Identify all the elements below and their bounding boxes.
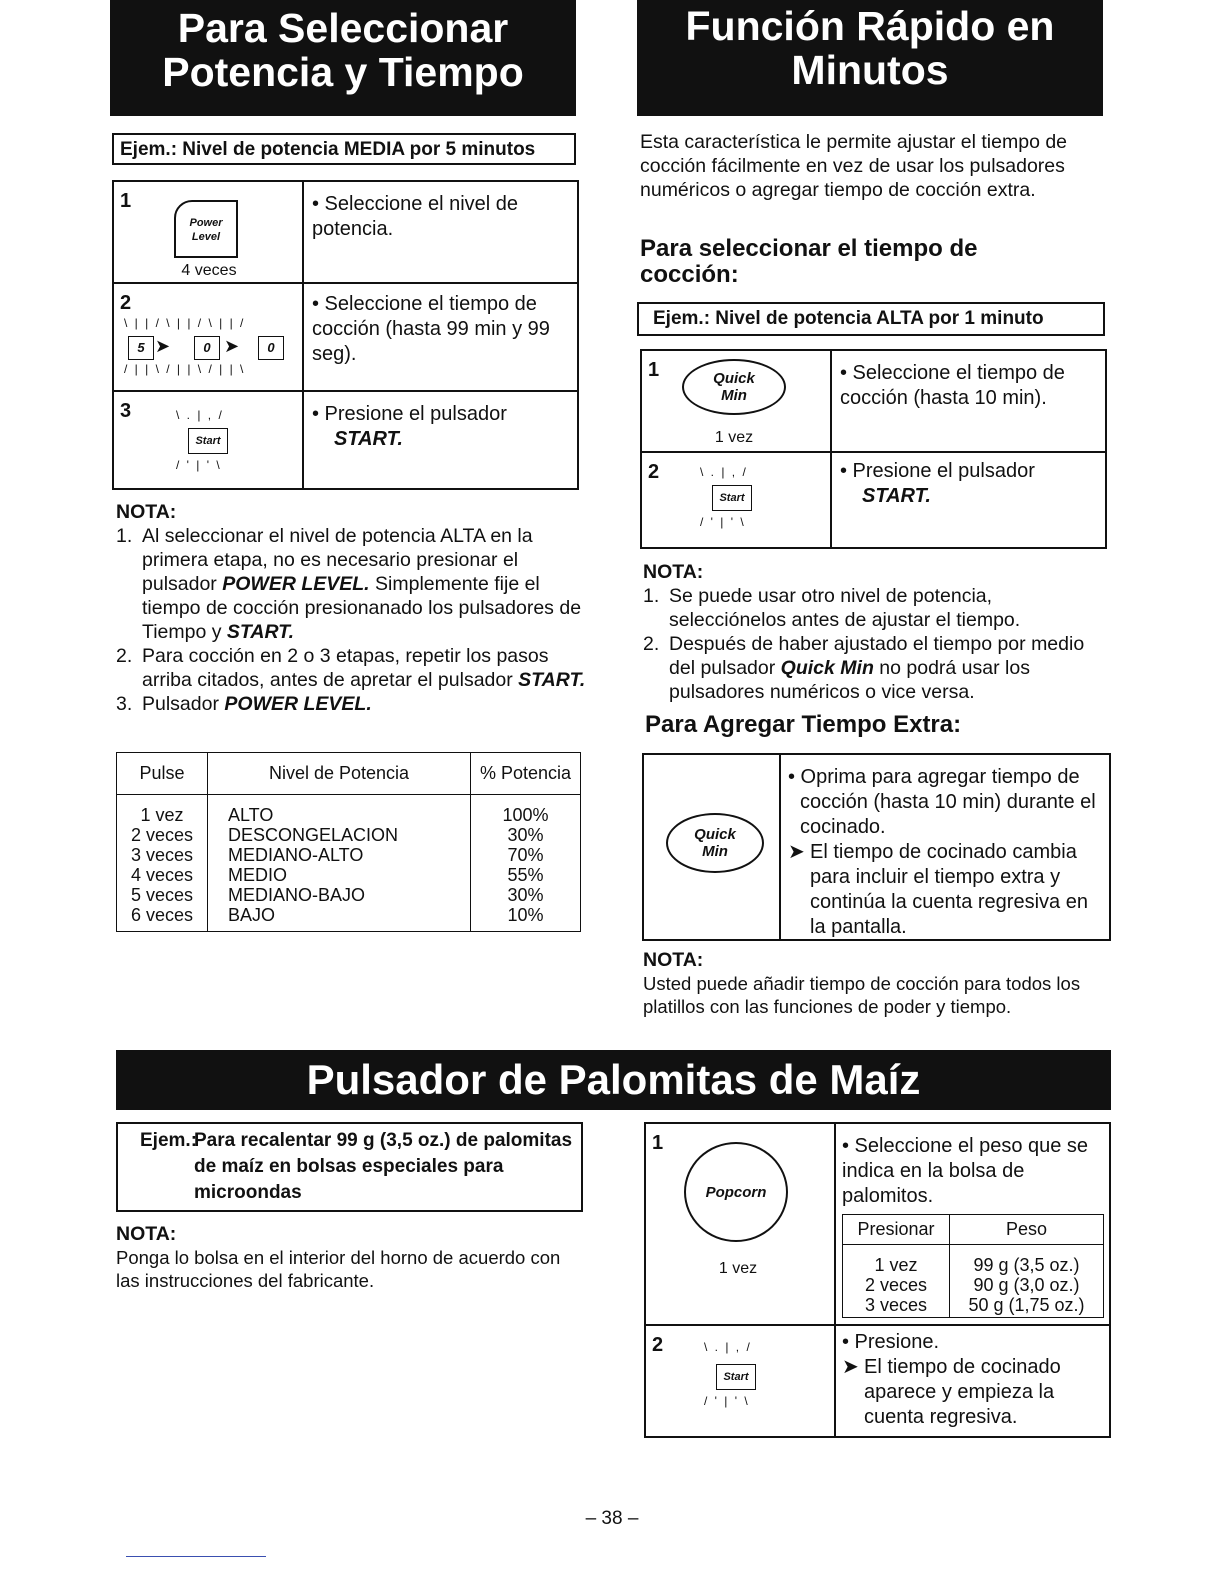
step-row — [642, 453, 1105, 551]
step-row — [114, 284, 577, 392]
percent-column: 100% 30% 70% 55% 30% 10% — [471, 795, 581, 932]
right-nota-2 — [643, 948, 1113, 1018]
popcorn-notes — [116, 1222, 586, 1292]
right-section-title — [637, 0, 1103, 116]
step-text: • Seleccione el peso que se indica en la bolsa de palomitos. — [842, 1135, 1089, 1207]
right-steps-table — [640, 349, 1107, 549]
note-item: 2. Para cocción en 2 o 3 etapas, repetir los pasos arriba citados, antes de apretar el pulsador START. — [116, 645, 586, 691]
popcorn-key-icon: Popcorn — [684, 1142, 788, 1242]
arrow-icon: ➤ — [788, 841, 805, 863]
right-example-box — [637, 302, 1105, 336]
note-item: 2. Después de haber ajustado el tiempo por medio del pulsador Quick Min no podrá usar los pulsadores numéricos o vice versa. — [643, 633, 1085, 703]
step-text — [312, 402, 574, 452]
step-number: 1 — [120, 190, 132, 212]
step-text: • Presione el pulsador START. — [840, 460, 1035, 507]
step-row — [646, 1124, 1109, 1326]
quick-min-key-icon: Quick Min — [666, 813, 764, 873]
title-line-1: Para Seleccionar — [177, 5, 509, 51]
right-notes — [643, 560, 1113, 704]
blink-rays-icon: \ . | , / — [700, 465, 748, 479]
nota-label: NOTA: — [643, 561, 704, 583]
step-row — [642, 351, 1105, 453]
note-item: 1. Al seleccionar el nivel de potencia ALTA en la primera etapa, no es necesario presionar el pulsador POWER LEVEL. Simplemente fije el tiempo de cocción presionanado los pulsadores de Tiempo y START. — [116, 525, 582, 643]
step-number: 3 — [120, 400, 132, 422]
nota-label: NOTA: — [116, 501, 177, 523]
example-text: Ejem.: Nivel de potencia MEDIA por 5 minutos — [120, 139, 536, 160]
step-text-prefix: • Presione el pulsador — [312, 403, 507, 425]
example-prefix: Ejem.: — [140, 1130, 198, 1151]
left-steps-table — [112, 180, 579, 490]
step-text: • Seleccione el nivel de potencia. — [312, 193, 519, 240]
press-count: 1 vez — [718, 1260, 758, 1277]
table-header: Presionar — [843, 1215, 950, 1245]
start-key-icon: Start — [716, 1364, 756, 1390]
quick-min-key-icon: Quick Min — [682, 359, 786, 415]
blink-rays-icon: \ | | / \ | | / \ | | / — [124, 316, 246, 330]
number-key-0: 0 — [258, 336, 284, 360]
extra-time-table — [642, 753, 1111, 941]
arrow-icon: ➤ — [842, 1356, 859, 1378]
popcorn-weight-table — [842, 1214, 1104, 1318]
nota-text: Ponga lo bolsa en el interior del horno de acuerdo con las instrucciones del fabricante. — [116, 1247, 561, 1291]
note-item: 1. Se puede usar otro nivel de potencia, selecciónelos antes de ajustar el tiempo. — [643, 585, 1021, 631]
table-header: Peso — [950, 1215, 1104, 1245]
subheading-select-time: Para seleccionar el tiempo de cocción: — [640, 235, 978, 288]
left-example-box — [112, 133, 576, 165]
step-text: • Seleccione el tiempo de cocción (hasta 10 min). — [840, 362, 1065, 409]
step-number: 1 — [648, 359, 660, 381]
note-item: 3. Pulsador POWER LEVEL. — [116, 693, 372, 715]
step-number: 1 — [652, 1132, 664, 1154]
popcorn-section-title — [116, 1050, 1111, 1110]
step-text-em: START. — [334, 428, 403, 450]
arrow-icon: ➤ — [155, 336, 171, 356]
number-key-5: 5 — [128, 336, 154, 360]
nota-label: NOTA: — [116, 1223, 177, 1245]
pulse-column: 1 vez 2 veces 3 veces 4 veces 5 veces 6 veces — [117, 795, 208, 932]
step-row — [646, 1326, 1109, 1440]
step-number: 2 — [120, 292, 132, 314]
blink-rays-icon: / ' | ' \ — [176, 458, 222, 472]
blink-rays-icon: \ . | , / — [704, 1340, 752, 1354]
table-header: Pulse — [117, 753, 208, 795]
extra-time-text: • Oprima para agregar tiempo de cocción (hasta 10 min) durante el cocinado. ➤ El tiempo de cocinado cambia para incluir el tiempo extra y continúa la cuenta regresiva en la pantalla. — [788, 766, 1096, 938]
intro-paragraph: Esta característica le permite ajustar el tiempo de cocción fácilmente en vez de usar los pulsadores numéricos o agregar tiempo de cocción extra. — [640, 131, 1068, 201]
step-number: 2 — [652, 1334, 664, 1356]
press-count: 4 veces — [181, 262, 237, 279]
step-row — [114, 182, 577, 284]
left-notes — [116, 500, 586, 716]
press-column: 1 vez 2 veces 3 veces — [843, 1245, 950, 1318]
blink-rays-icon: / ' | ' \ — [704, 1394, 750, 1408]
blink-rays-icon: / ' | ' \ — [700, 515, 746, 529]
popcorn-example-box — [116, 1122, 583, 1212]
power-level-table — [116, 752, 581, 932]
table-header: Nivel de Potencia — [208, 753, 471, 795]
nota-text: Usted puede añadir tiempo de cocción para todos los platillos con las funciones de poder y tiempo. — [643, 973, 1081, 1017]
page-number: – 38 – — [585, 1508, 639, 1529]
step-text: • Seleccione el tiempo de cocción (hasta 99 min y 99 seg). — [312, 293, 550, 365]
number-key-0: 0 — [194, 336, 220, 360]
power-level-key-icon — [174, 200, 238, 258]
key-label: Level — [191, 231, 221, 243]
title-line-2: Minutos — [791, 47, 949, 93]
nota-label: NOTA: — [643, 949, 704, 971]
weight-column: 99 g (3,5 oz.) 90 g (3,0 oz.) 50 g (1,75 oz.) — [950, 1245, 1104, 1318]
example-text: Para recalentar 99 g (3,5 oz.) de palomitas de maíz en bolsas especiales para microondas — [194, 1130, 573, 1203]
key-label: Power — [189, 217, 223, 229]
blink-rays-icon: \ . | , / — [176, 408, 224, 422]
level-column: ALTO DESCONGELACION MEDIANO-ALTO MEDIO MEDIANO-BAJO BAJO — [208, 795, 471, 932]
step-row — [114, 392, 577, 492]
start-key-icon: Start — [188, 428, 228, 454]
arrow-icon: ➤ — [224, 336, 240, 356]
blink-rays-icon: / | | \ / | | \ / | | \ — [124, 362, 246, 376]
start-key-icon: Start — [712, 485, 752, 511]
title-text: Pulsador de Palomitas de Maíz — [306, 1056, 921, 1103]
footer-rule — [126, 1556, 266, 1557]
table-header: % Potencia — [471, 753, 581, 795]
title-line-1: Función Rápido en — [685, 3, 1055, 49]
press-count: 1 vez — [714, 429, 754, 446]
left-section-title — [110, 0, 576, 116]
subheading-extra-time: Para Agregar Tiempo Extra: — [645, 711, 962, 738]
step-number: 2 — [648, 461, 660, 483]
popcorn-steps-table — [644, 1122, 1111, 1438]
example-text: Ejem.: Nivel de potencia ALTA por 1 minuto — [653, 308, 1044, 329]
title-line-2: Potencia y Tiempo — [162, 49, 524, 95]
step-text: • Presione. ➤ El tiempo de cocinado aparece y empieza la cuenta regresiva. — [842, 1331, 1061, 1428]
